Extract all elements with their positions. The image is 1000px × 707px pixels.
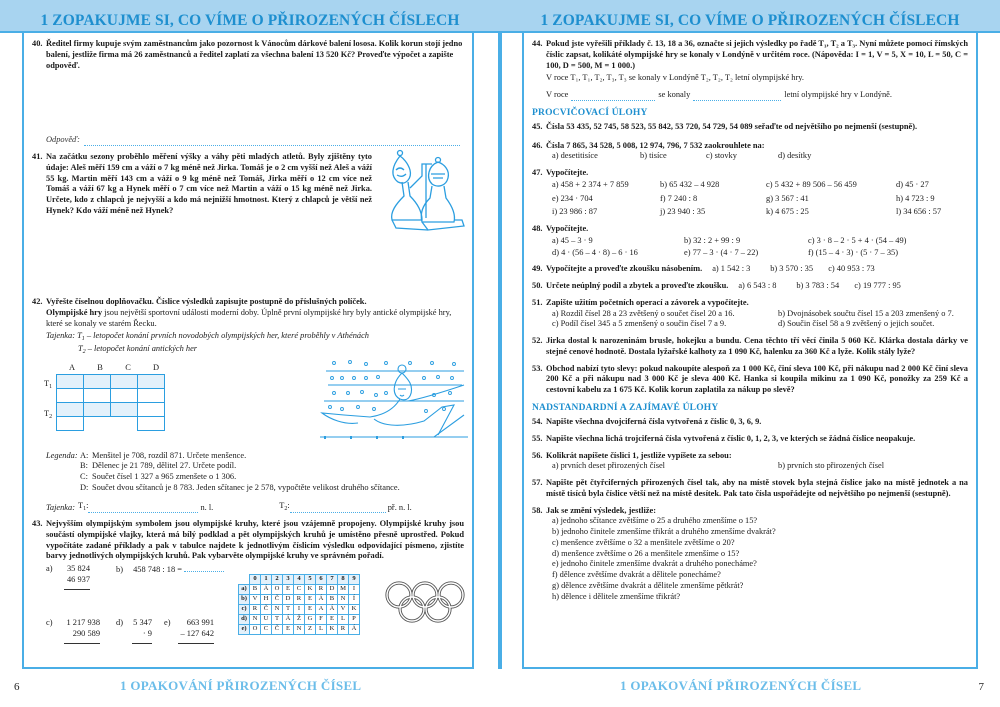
year-field[interactable] (571, 93, 655, 101)
task-item: c) menšence zvětšíme o 32 a menšitele zvětšíme o 20? (552, 537, 735, 547)
task-text: Ředitel firmy kupuje svým zaměstnancům jako pozornost k Vánocům dárkové balení lososa. Kolik korun stojí jedno balení, jestliže firma má 26 zaměstnanců a ředitel zaplatí za všechna balení 13 520 Kč? Proveďte výpočet a zapište odpověď. (46, 39, 463, 70)
footer-title: 1 OPAKOVÁNÍ PŘIROZENÝCH ČÍSEL (620, 678, 862, 694)
task-50 (532, 281, 968, 292)
letter-cell: M (338, 585, 349, 595)
task-item: e) 234 · 704 (552, 193, 593, 203)
letter-cell: O (250, 625, 261, 635)
cell[interactable] (138, 374, 165, 388)
number-crossword (46, 363, 464, 449)
task-54 (532, 417, 968, 428)
header-band (500, 0, 1000, 32)
task-item: d) desítky (778, 151, 812, 161)
task-number: 49. (532, 264, 543, 274)
letter-cell: E (283, 625, 294, 635)
cell[interactable] (57, 388, 84, 402)
letter-cell: Á (261, 585, 272, 595)
chapter-title: 1 ZOPAKUJME SI, CO VÍME O PŘIROZENÝCH ČÍSLECH (40, 12, 460, 29)
result-line[interactable] (64, 589, 90, 590)
task-item: a) desetitisíce (552, 151, 598, 161)
task-53 (532, 364, 968, 396)
result-line[interactable] (178, 643, 214, 644)
task-item: e) jednoho činitele zmenšíme dvakrát a druhého ponecháme? (552, 559, 757, 569)
cell[interactable] (138, 416, 165, 430)
cell[interactable] (57, 402, 84, 416)
task-number: 42. (32, 297, 43, 306)
letter-cell: T (272, 615, 283, 625)
letter-cell: D (327, 585, 338, 595)
task-item: b) Dvojnásobek součtu čísel 15 a 203 zmenšený o 7. (778, 308, 954, 318)
task-number: 46. (532, 140, 543, 150)
task-52 (532, 336, 968, 358)
digit-header: 7 (327, 575, 338, 585)
task-item: b) prvních sto přirozených čísel (778, 461, 885, 471)
task-item: a) jednoho sčítance zvětšíme o 25 a druhého zmenšíme o 15? (552, 516, 758, 526)
task-number: 54. (532, 417, 543, 427)
page-number: 6 (14, 680, 20, 693)
tajenka-answer (46, 501, 464, 514)
letter-cell: Č (272, 595, 283, 605)
row-label: c) (239, 605, 250, 615)
task-number: 50. (532, 281, 543, 291)
tajenka-desc (46, 331, 464, 344)
task-items (546, 309, 968, 331)
letter-cell: D (283, 595, 294, 605)
letter-cell: E (327, 615, 338, 625)
task-items (546, 516, 968, 602)
t2-symbol: T (78, 343, 83, 353)
cell[interactable] (84, 374, 111, 388)
footer-rule (22, 667, 474, 669)
task-text: Pokud jste vyřešili příklady č. 13, 18 a 36, označte si jejich výsledky po řadě T₁, T₂ a T₃. Nyní můžete pomocí římských číslic zapsat, kolikáté olympijské hry se konaly v Londýně v určitém roce. (Nápověda: I = 1, V = 5, X = 10, L = 50, C = 100, D = 500, M = 1 000.) (546, 39, 968, 70)
col-header: A (68, 362, 76, 372)
task-items (546, 461, 968, 472)
task-item: l) 34 656 : 57 (896, 207, 942, 217)
letter-cell: K (349, 605, 360, 615)
digit-header: 9 (349, 575, 360, 585)
task-item: a) Rozdíl čísel 28 a 23 zvětšený o součet čísel 20 a 16. (552, 308, 735, 318)
row-label-t2: $T_2$ (44, 408, 53, 420)
task-51 (532, 298, 968, 330)
task-47 (532, 168, 968, 218)
legend-key: A: (80, 450, 89, 460)
task-text: Jirka dostal k narozeninám brusle, hokejku a bundu. Cena těchto tří věcí činila 5 060 Kč. Klárka dostala dárky ve stejné cenové hodnotě. Dostala lyžařské kalhoty za 1 090 Kč, halenku za 360 Kč a lyže. Kolik stály lyže? (546, 336, 968, 356)
ordinal-field[interactable] (693, 93, 781, 101)
letter-cell: U (261, 615, 272, 625)
letter-cell: Č (272, 625, 283, 635)
t1-answer-symbol: $T_1$: (78, 500, 89, 512)
task-49 (532, 264, 968, 275)
letter-cell: Z (305, 625, 316, 635)
chess-pieces-icon (386, 148, 470, 232)
digit-header: 6 (316, 575, 327, 585)
letter-cell: E (305, 605, 316, 615)
result-field[interactable] (184, 564, 224, 572)
task-title: Vyřešte číselnou doplňovačku. Číslice výsledků zapisujte postupně do příslušných políček. (46, 297, 367, 306)
task-number: 44. (532, 39, 543, 48)
legend-label: Legenda: (46, 450, 78, 460)
task-48 (532, 224, 968, 258)
digit-header: 2 (272, 575, 283, 585)
task-item: g) dělence zvětšíme dvakrát a dělitele zmenšíme pětkrát? (552, 580, 744, 590)
task-43 (32, 519, 464, 656)
task-text: Čísla 7 865, 34 528, 5 008, 12 974, 796, 7 532 zaokrouhlete na: (546, 140, 765, 150)
t1-symbol: T (77, 331, 82, 341)
cell[interactable] (111, 402, 138, 416)
task-item: b) jednoho činitele zmenšíme třikrát a druhého zmenšíme dvakrát? (552, 527, 776, 537)
tajenka-answer-label: Tajenka: (46, 502, 76, 512)
operand: · 9 (142, 628, 152, 638)
row-label: b) (239, 595, 250, 605)
task-item: b) tisíce (640, 151, 667, 161)
cell[interactable] (138, 388, 165, 402)
digit-header: 3 (283, 575, 294, 585)
swimmer-icon (314, 355, 474, 447)
footer-rule (522, 667, 978, 669)
section-heading-practice: PROCVIČOVACÍ ÚLOHY (532, 107, 648, 118)
letter-cell: N (272, 605, 283, 615)
task-text: Napište všechna dvojciferná čísla vytvořená z číslic 0, 3, 6, 9. (546, 417, 762, 427)
task-item: b) 3 783 : 54 (796, 281, 840, 291)
task-item: c) 5 432 + 89 506 – 56 459 (766, 179, 857, 189)
letter-cell: T (283, 605, 294, 615)
col-header: C (125, 362, 131, 372)
task-text: Čísla 53 435, 52 745, 58 523, 55 842, 53 720, 54 729, 54 089 seřaďte od největšího po nejmenší (sestupně). (546, 121, 918, 131)
row-label: e) (239, 625, 250, 635)
task-number: 57. (532, 478, 543, 488)
exercise-label: d) (116, 618, 123, 627)
letter-cell: E (283, 585, 294, 595)
task-items (546, 236, 968, 259)
task-intro (46, 308, 464, 330)
task-text: Zapište užitím početních operací a závorek a vypočítejte. (546, 297, 749, 307)
content (32, 39, 464, 661)
cell[interactable] (57, 416, 84, 430)
task-item: g) 3 567 : 41 (766, 193, 809, 203)
operand: 35 824 (66, 564, 90, 573)
task-text: Vypočítejte. (546, 168, 589, 178)
task-text: Vypočítejte. (546, 224, 589, 234)
operand: 1 217 938 (66, 618, 100, 627)
exercise-b (116, 564, 224, 576)
col-header: B (97, 362, 103, 372)
task-item: c) stovky (706, 151, 737, 161)
answer-text: letní olympijské hry v Londýně. (784, 90, 892, 99)
legend-key: B: (80, 461, 88, 471)
task-number: 40. (32, 39, 43, 48)
crossword-column-headers (58, 363, 170, 374)
legend-text: Součet čísel 1 327 a 965 zmenšete o 1 306. (92, 472, 237, 482)
chess-pieces-illustration (386, 148, 470, 232)
task-text: Obchod nabízí tyto slevy: pokud nakoupíte alespoň za 1 000 Kč, činí sleva 100 Kč, při nákupu nad 2 000 Kč činí sleva 200 Kč a při nákupu nad 3 000 Kč je sleva 400 Kč. Hanka si koupila mikinu za 1 090 Kč, ponožky za 259 Kč a cestovní kabelu za 1 675 Kč. Kolik korun zaplatila za nákup po slevě? (546, 363, 968, 395)
task-item: i) 23 986 : 87 (552, 207, 598, 217)
letter-cell: B (327, 595, 338, 605)
operand: – 127 642 (180, 628, 214, 638)
task-item: c) 40 953 : 73 (828, 264, 875, 274)
intro-bold: Olympijské hry (46, 307, 103, 317)
content-frame (522, 33, 978, 669)
content (532, 39, 968, 607)
page-edge (500, 33, 502, 669)
chapter-title: 1 ZOPAKUJME SI, CO VÍME O PŘIROZENÝCH ČÍSLECH (540, 12, 960, 29)
t2-desc: – letopočet konání antických her (85, 343, 198, 353)
exercise-label: e) (164, 618, 171, 627)
letter-cell: R (316, 585, 327, 595)
t2-answer-field[interactable] (290, 505, 386, 513)
task-item: h) dělence i dělitele zmenšíme třikrát? (552, 591, 681, 601)
operand: 290 589 (72, 628, 100, 638)
letter-cell: K (327, 625, 338, 635)
task-56 (532, 451, 968, 473)
exercise-d (116, 618, 152, 638)
task-item: d) Součin čísel 58 a 9 zvětšený o jejich součet. (778, 319, 935, 329)
task-46 (532, 141, 968, 163)
task-text: Nejvyšším olympijským symbolem jsou olympijské kruhy, které jsou vzájemně propojeny. Olympijské kruhy jsou součástí olympijské vlajky, která má bílý podklad a pět olympijských kruhů je umístěno přesně uprostřed. Pokud vypočítáte zadané příklady a pak v tabulce najdete k jednotlivým číslicím výsledku odpovídající písmeno, zjistíte barvy jednotlivých olympijských kruhů. Pak vybarvěte olympijské kruhy ve správném pořadí. (46, 519, 464, 561)
task-item: b) 3 570 : 35 (770, 264, 814, 274)
result-line[interactable] (64, 643, 100, 644)
t1-answer-suffix: n. l. (200, 502, 214, 512)
answer-text: V roce (546, 90, 569, 99)
task-item: k) 4 675 : 25 (766, 207, 809, 217)
letter-cell: R (250, 605, 261, 615)
right-page (500, 0, 1000, 707)
result-line[interactable] (132, 643, 152, 644)
task-text: Napište pět čtyřciferných přirozených čísel tak, aby na místě stovek byla stejná číslice jako na místě jednotek a na místě tisíců byla číslice větší než na místě desítek. Pak tato čísla uspořádejte od největšího po nejmenší (sestupně). (546, 478, 968, 498)
task-58 (532, 506, 968, 603)
task-number: 48. (532, 224, 543, 234)
task-item: b) 32 : 2 + 99 : 9 (684, 235, 741, 245)
letter-cell: Á (327, 605, 338, 615)
letter-cell: Í (349, 595, 360, 605)
task-text: Napište všechna lichá trojciferná čísla vytvořená z číslic 0, 1, 2, 3, ve kterých se žádná číslice neopakuje. (546, 433, 916, 443)
task-number: 52. (532, 336, 543, 346)
task-55 (532, 434, 968, 445)
letter-cell: I (349, 585, 360, 595)
task-item: f) (15 – 4 · 3) · (5 · 7 – 35) (808, 247, 899, 257)
task-number: 43. (32, 519, 43, 528)
digit-header: 8 (338, 575, 349, 585)
legend-key: C: (80, 472, 88, 482)
operand: 663 991 (186, 618, 214, 627)
intro-text: jsou největší sportovní události moderní doby. Úplně první olympijské hry byly antické olympijské hry, které se konaly ve starém Řecku. (46, 307, 452, 328)
task-item: a) 45 – 3 · 9 (552, 235, 593, 245)
letter-cell: Č (261, 605, 272, 615)
task-41 (32, 152, 464, 292)
cell[interactable] (57, 374, 84, 388)
task-item: j) 23 940 : 35 (660, 207, 706, 217)
letter-lookup-table (238, 574, 360, 635)
letter-cell: C (261, 625, 272, 635)
footer-title: 1 OPAKOVÁNÍ PŘIROZENÝCH ČÍSEL (120, 678, 362, 694)
answer-label: Odpověď: (46, 135, 80, 144)
letter-cell: Á (316, 595, 327, 605)
legend-text: Menšitel je 708, rozdíl 871. Určete menšence. (92, 450, 247, 460)
task-item: d) menšence zvětšíme o 26 a menšitele zmenšíme o 15? (552, 548, 740, 558)
letter-cell: Ž (294, 615, 305, 625)
letter-cell: N (250, 615, 261, 625)
cell[interactable] (111, 374, 138, 388)
task-44 (532, 39, 968, 101)
tajenka-label: Tajenka: (46, 331, 76, 341)
roman-answer-line (546, 90, 968, 101)
letter-cell: L (316, 625, 327, 635)
letter-cell: H (261, 595, 272, 605)
exercise-a (46, 564, 90, 584)
cell[interactable] (138, 402, 165, 416)
letter-cell: I (294, 605, 305, 615)
task-number: 53. (532, 363, 543, 373)
task-item: d) 45 · 27 (896, 179, 929, 189)
page-number: 7 (978, 680, 984, 693)
row-label-t1: $T_1$ (44, 378, 53, 390)
t2-answer-symbol: $T_2$: (279, 500, 290, 512)
roman-sentence: V roce T₁, T₁, T₂, T₃, T₃ se konaly v Londýně T₂, T₂, T₂ letní olympijské hry. (546, 73, 804, 83)
row-label: a) (239, 585, 250, 595)
letter-cell: B (250, 585, 261, 595)
letter-cell: K (305, 585, 316, 595)
letter-cell: G (305, 615, 316, 625)
exercise-label: a) (46, 564, 53, 573)
task-item: f) 7 240 : 8 (660, 193, 698, 203)
legend-key: D: (80, 482, 89, 492)
task-item: c) 19 777 : 95 (854, 281, 901, 291)
digit-header: 5 (305, 575, 316, 585)
task-item: c) 3 · 8 – 2 · 5 + 4 · (54 – 49) (808, 235, 907, 245)
letter-cell: N (338, 595, 349, 605)
task-item: f) dělence zvětšíme dvakrát a dělitele ponecháme? (552, 570, 721, 580)
letter-cell: P (349, 615, 360, 625)
letter-cell: R (294, 595, 305, 605)
task-text: Určete neúplný podíl a zbytek a proveďte zkoušku. (546, 281, 729, 291)
task-item: d) 4 · (56 – 4 · 8) – 6 · 16 (552, 247, 638, 257)
task-item: e) 77 – 3 · (4 · 7 – 22) (684, 247, 759, 257)
letter-cell: Á (283, 615, 294, 625)
letter-cell: V (338, 605, 349, 615)
letter-cell: N (294, 625, 305, 635)
letter-cell: V (250, 595, 261, 605)
crossword-grid (56, 374, 165, 431)
t2-sub: 2 (82, 348, 86, 355)
col-header: D (152, 362, 160, 372)
exercise-c (46, 618, 100, 638)
answer-field[interactable] (84, 138, 460, 146)
task-item: a) 458 + 2 374 + 7 859 (552, 179, 629, 189)
task-number: 51. (532, 297, 543, 307)
olympic-rings-icon[interactable] (384, 580, 466, 626)
header-band (0, 0, 500, 32)
answer-line (46, 135, 460, 146)
task-text: Na začátku sezony proběhlo měření výšky a váhy pěti mladých atletů. Byly zjištěny tyto údaje: Aleš měří 159 cm a váží o 7 kg méně než Jirka. Tomáš je o 2 cm vyšší než Aleš a váží 55 kg. Martin měří 143 cm a váží o 9 kg méně než Tomáš, Jirka měří o 12 cm více než Tomáš a váží 67 kg a Hynek měří o 7 cm více než Martin a váží o 15 kg méně než Jirka. Určete, kdo z chlapců je nejvyšší a kdo má nejnižší hmotnost. Který z chlapců je větší než Hynek? Kdo váží méně než Hynek? (46, 152, 372, 215)
task-number: 41. (32, 152, 43, 161)
task-item: c) Podíl čísel 345 a 5 zmenšený o součin čísel 7 a 9. (552, 319, 727, 329)
answer-text: se konaly (658, 90, 691, 99)
swimmer-illustration (314, 355, 474, 447)
t2-answer-suffix: př. n. l. (387, 502, 412, 512)
task-item: b) 65 432 – 4 928 (660, 179, 720, 189)
exercise-e (164, 618, 214, 638)
task-number: 58. (532, 505, 543, 515)
letter-cell: O (272, 585, 283, 595)
task-45 (532, 122, 968, 133)
content-frame (22, 33, 474, 669)
exercise-label: c) (46, 618, 53, 627)
legend (46, 451, 464, 494)
exercise-area (46, 564, 464, 656)
cell[interactable] (111, 388, 138, 402)
task-42 (32, 297, 464, 511)
letter-cell: F (316, 615, 327, 625)
task-text: Kolikrát napíšete číslici 1, jestliže vypíšete za sebou: (546, 450, 732, 460)
t1-sub: 1 (81, 336, 85, 343)
olympic-rings-illustration (384, 580, 466, 626)
task-text: Jak se změní výsledek, jestliže: (546, 505, 657, 515)
t1-answer-field[interactable] (88, 505, 198, 513)
letter-cell: Á (349, 625, 360, 635)
letter-cell: A (316, 605, 327, 615)
digit-header: 0 (250, 575, 261, 585)
legend-text: Dělenec je 21 789, dělitel 27. Určete podíl. (92, 461, 237, 471)
exercise-label: b) (116, 565, 123, 574)
task-text: Vypočítejte a proveďte zkoušku násobením. (546, 264, 703, 274)
task-40 (32, 39, 464, 147)
operand: 46 937 (66, 574, 90, 584)
task-number: 45. (532, 121, 543, 131)
digit-header: 4 (294, 575, 305, 585)
t1-desc: – letopočet konání prvních novodobých olympijských her, které proběhly v Athénách (84, 331, 369, 341)
letter-cell: C (294, 585, 305, 595)
task-number: 55. (532, 433, 543, 443)
task-item: a) 1 542 : 3 (712, 264, 751, 274)
task-items (546, 151, 968, 162)
task-number: 56. (532, 450, 543, 460)
row-label: d) (239, 615, 250, 625)
operand: 5 347 (133, 618, 152, 627)
cell[interactable] (84, 388, 111, 402)
task-item: h) 4 723 : 9 (896, 193, 935, 203)
task-number: 47. (532, 168, 543, 178)
expression: 458 748 : 18 = (133, 565, 183, 574)
legend-text: Součet dvou sčítanců je 8 783. Jeden sčítanec je 2 578, vypočtěte velikost druhého sčítance. (92, 482, 400, 492)
task-items (546, 180, 968, 218)
section-heading-advanced: NADSTANDARDNÍ A ZAJÍMAVÉ ÚLOHY (532, 402, 719, 413)
task-item: a) prvních deset přirozených čísel (552, 461, 666, 471)
cell[interactable] (84, 402, 111, 416)
letter-cell: L (338, 615, 349, 625)
task-item: a) 6 543 : 8 (738, 281, 777, 291)
letter-cell: R (338, 625, 349, 635)
digit-header: 1 (261, 575, 272, 585)
task-57 (532, 478, 968, 500)
letter-cell: E (305, 595, 316, 605)
